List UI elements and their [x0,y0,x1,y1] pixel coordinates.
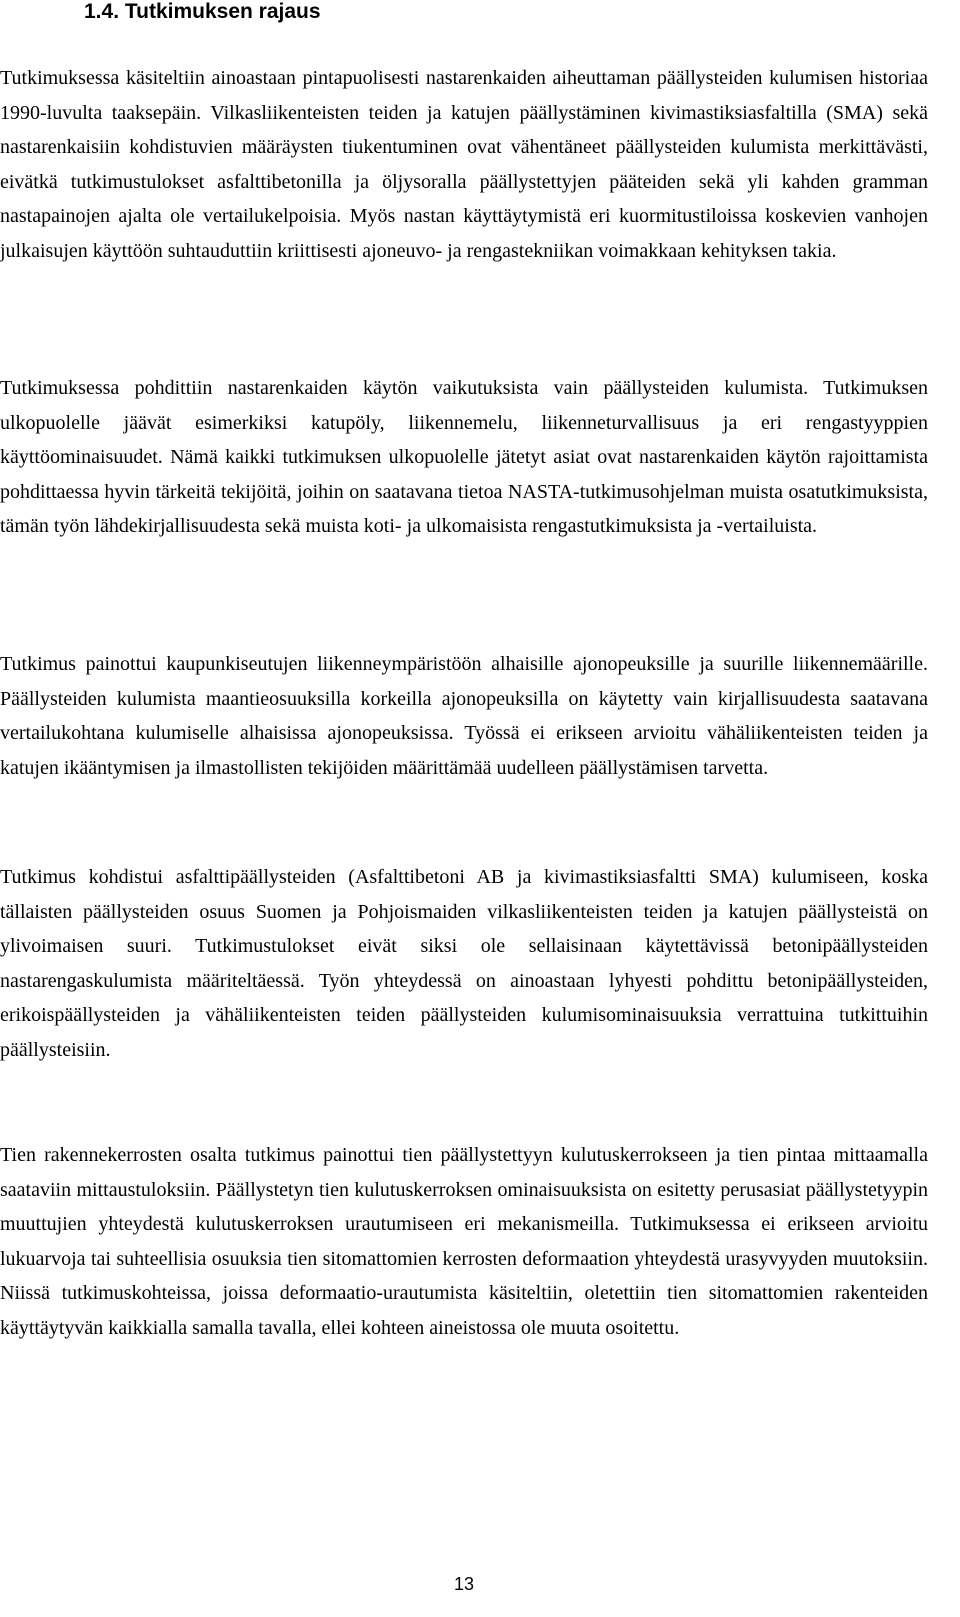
paragraph-scope-wear-only: Tutkimuksessa pohdittiin nastarenkaiden käytön vaikutuksista vain päällysteiden kulumista. Tutkimuksen ulkopuolelle jäävät esimerkiksi katupöly, liikennemelu, liikenneturvallisuus ja eri rengastyyppien käyttöominaisuudet. Nämä kaikki tutkimuksen ulkopuolelle jätetyt asiat ovat nastarenkaiden käytön rajoittamista pohdittaessa hyvin tärkeitä tekijöitä, joihin on saatavana tietoa NASTA-tutkimusohjelman muista osatutkimuksista, tämän työn lähdekirjallisuudesta sekä muista koti- ja ulkomaisista rengastutkimuksista ja -vertailuista. [0,377,928,537]
section-title: Tutkimuksen rajaus [124,0,321,23]
paragraph-scope-wearing-course: Tien rakennekerrosten osalta tutkimus painottui tien päällystettyyn kulutuskerrokseen ja tien pintaa mittaamalla saataviin mittaustuloksiin. Päällystetyn tien kulutuskerroksen ominaisuuksista on esitetty perusasiat päällystetyypin muuttujien yhteydestä kulutuskerroksen urautumiseen eri mekanismeilla. Tutkimuksessa ei erikseen arvioitu lukuarvoja tai suhteellisia osuuksia tien sitomattomien kerrosten deformaation yhteydestä urasyvyyden muutoksiin. Niissä tutkimuskohteissa, joissa deformaatio-urautumista käsiteltiin, oletettiin tien sitomattomien rakenteiden käyttäytyvän kaikkialla samalla tavalla, ellei kohteen aineistossa ole muuta osoitettu. [0,1144,928,1339]
paragraph-scope-asphalt-pavements: Tutkimus kohdistui asfalttipäällysteiden (Asfalttibetoni AB ja kivimastiksiasfaltti SMA) kulumiseen, koska tällaisten päällysteiden osuus Suomen ja Pohjoismaiden vilkasliikenteisten teiden ja katujen päällysteistä on ylivoimaisen suuri. Tutkimustulokset eivät siksi ole sellaisinaan käytettävissä betonipäällysteiden nastarengaskulumista määriteltäessä. Työn yhteydessä on ainoastaan lyhyesti pohdittu betonipäällysteiden, erikoispäällysteiden ja vähäliikenteisten teiden päällysteiden kulumisominaisuuksia verrattuina tutkittuihin päällysteisiin. [0,866,928,1061]
section-heading [84,0,321,26]
page-number: 13 [453,1574,475,1594]
paragraph-scope-history: Tutkimuksessa käsiteltiin ainoastaan pintapuolisesti nastarenkaiden aiheuttaman päällysteiden kulumisen historiaa 1990-luvulta taaksepäin. Vilkasliikenteisten teiden ja katujen päällystäminen kivimastiksiasfaltilla (SMA) sekä nastarenkaisiin kohdistuvien määräysten tiukentuminen ovat vähentäneet päällysteiden kulumista merkittävästi, eivätkä tutkimustulokset asfalttibetonilla ja öljysoralla päällystettyjen pääteiden sekä yli kahden gramman nastapainojen ajalta ole vertailukelpoisia. Myös nastan käyttäytymistä eri kuormitustiloissa koskevien vanhojen julkaisujen käyttöön suhtauduttiin kriittisesti ajoneuvo- ja rengastekniikan voimakkaan kehityksen takia. [0,67,928,262]
paragraph-scope-urban-traffic: Tutkimus painottui kaupunkiseutujen liikenneympäristöön alhaisille ajonopeuksille ja suurille liikennemäärille. Päällysteiden kulumista maantieosuuksilla korkeilla ajonopeuksilla on käytetty vain kirjallisuudesta saatavana vertailukohtana kulumiselle alhaisissa ajonopeuksissa. Työssä ei erikseen arvioitu vähäliikenteisten teiden ja katujen ikääntymisen ja ilmastollisten tekijöiden määrittämää uudelleen päällystämisen tarvetta. [0,653,928,779]
section-number: 1.4. [84,0,120,23]
